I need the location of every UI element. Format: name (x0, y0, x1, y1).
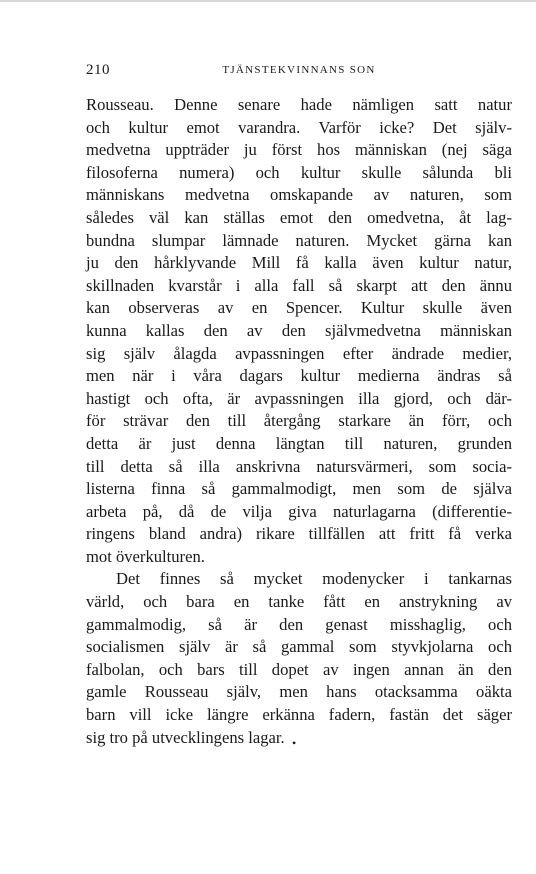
text-line: till detta så illa anskrivna natursvärmeri, som socia- (86, 456, 512, 476)
text-line: detta är just denna längtan till naturen, grunden (86, 433, 512, 453)
text-line: ringens bland andra) rikare tillfällen att fritt få verka (86, 524, 512, 544)
top-edge-line (0, 0, 536, 2)
paragraph-start-line: Det finnes så mycket modenycker i tankarnas (116, 569, 512, 589)
running-head: TJÄNSTEKVINNANS SON (222, 64, 376, 76)
text-line: människans medvetna omskapande av naturen, som (86, 185, 512, 205)
text-line: men när i våra dagars kultur medierna ändras så (86, 366, 512, 386)
text-line: kunna kallas den av den självmedvetna människan (86, 320, 512, 340)
text-line: således väl kan ställas emot den omedvetna, åt lag- (86, 207, 512, 227)
text-line: värld, och bara en tanke fått en anstrykning av (86, 592, 512, 612)
paragraph-end-line: mot överkulturen. (86, 546, 205, 566)
text-line: gammalmodig, så är den genast misshaglig, och (86, 614, 512, 634)
page-header (86, 62, 512, 82)
text-line: ju den hårklyvande Mill få kalla även kultur natur, (86, 253, 512, 273)
text-line: skillnaden kvarstår i alla fall så skarpt att den ännu (86, 275, 512, 295)
text-line: arbeta på, då de vilja giva naturlagarna (differentie- (86, 501, 512, 521)
text-line: Rousseau. Denne senare hade nämligen satt natur (86, 95, 512, 114)
text-line: bundna slumpar lämnade naturen. Mycket gärna kan (86, 230, 512, 250)
page-number: 210 (86, 62, 110, 78)
body-text (86, 94, 512, 749)
end-ornament: • (292, 736, 297, 750)
text-line: hastigt och ofta, är avpassningen illa gjord, och där- (86, 388, 512, 408)
text-line: och kultur emot varandra. Varför icke? Det själv- (86, 117, 512, 137)
paragraph-end-line: sig tro på utvecklingens lagar. (86, 727, 285, 747)
text-line: filosoferna numera) och kultur skulle sålunda bli (86, 162, 512, 182)
text-line: sig själv ålagda avpassningen efter ändrade medier, (86, 343, 512, 363)
text-line: kan observeras av en Spencer. Kultur skulle även (86, 298, 512, 318)
text-line: falbolan, och bars till dopet av ingen annan än den (86, 659, 512, 679)
text-line: listerna finna så gammalmodigt, men som de själva (86, 479, 512, 499)
text-line: medvetna uppträder ju först hos människan (nej säga (86, 140, 512, 160)
text-line: för strävar den till återgång starkare än förr, och (86, 411, 512, 431)
text-line: gamle Rousseau själv, men hans otacksamma oäkta (86, 682, 512, 702)
text-line: socialismen själv är så gammal som styvkjolarna och (86, 637, 512, 657)
text-line: barn vill icke längre erkänna fadern, fastän det säger (86, 705, 512, 725)
